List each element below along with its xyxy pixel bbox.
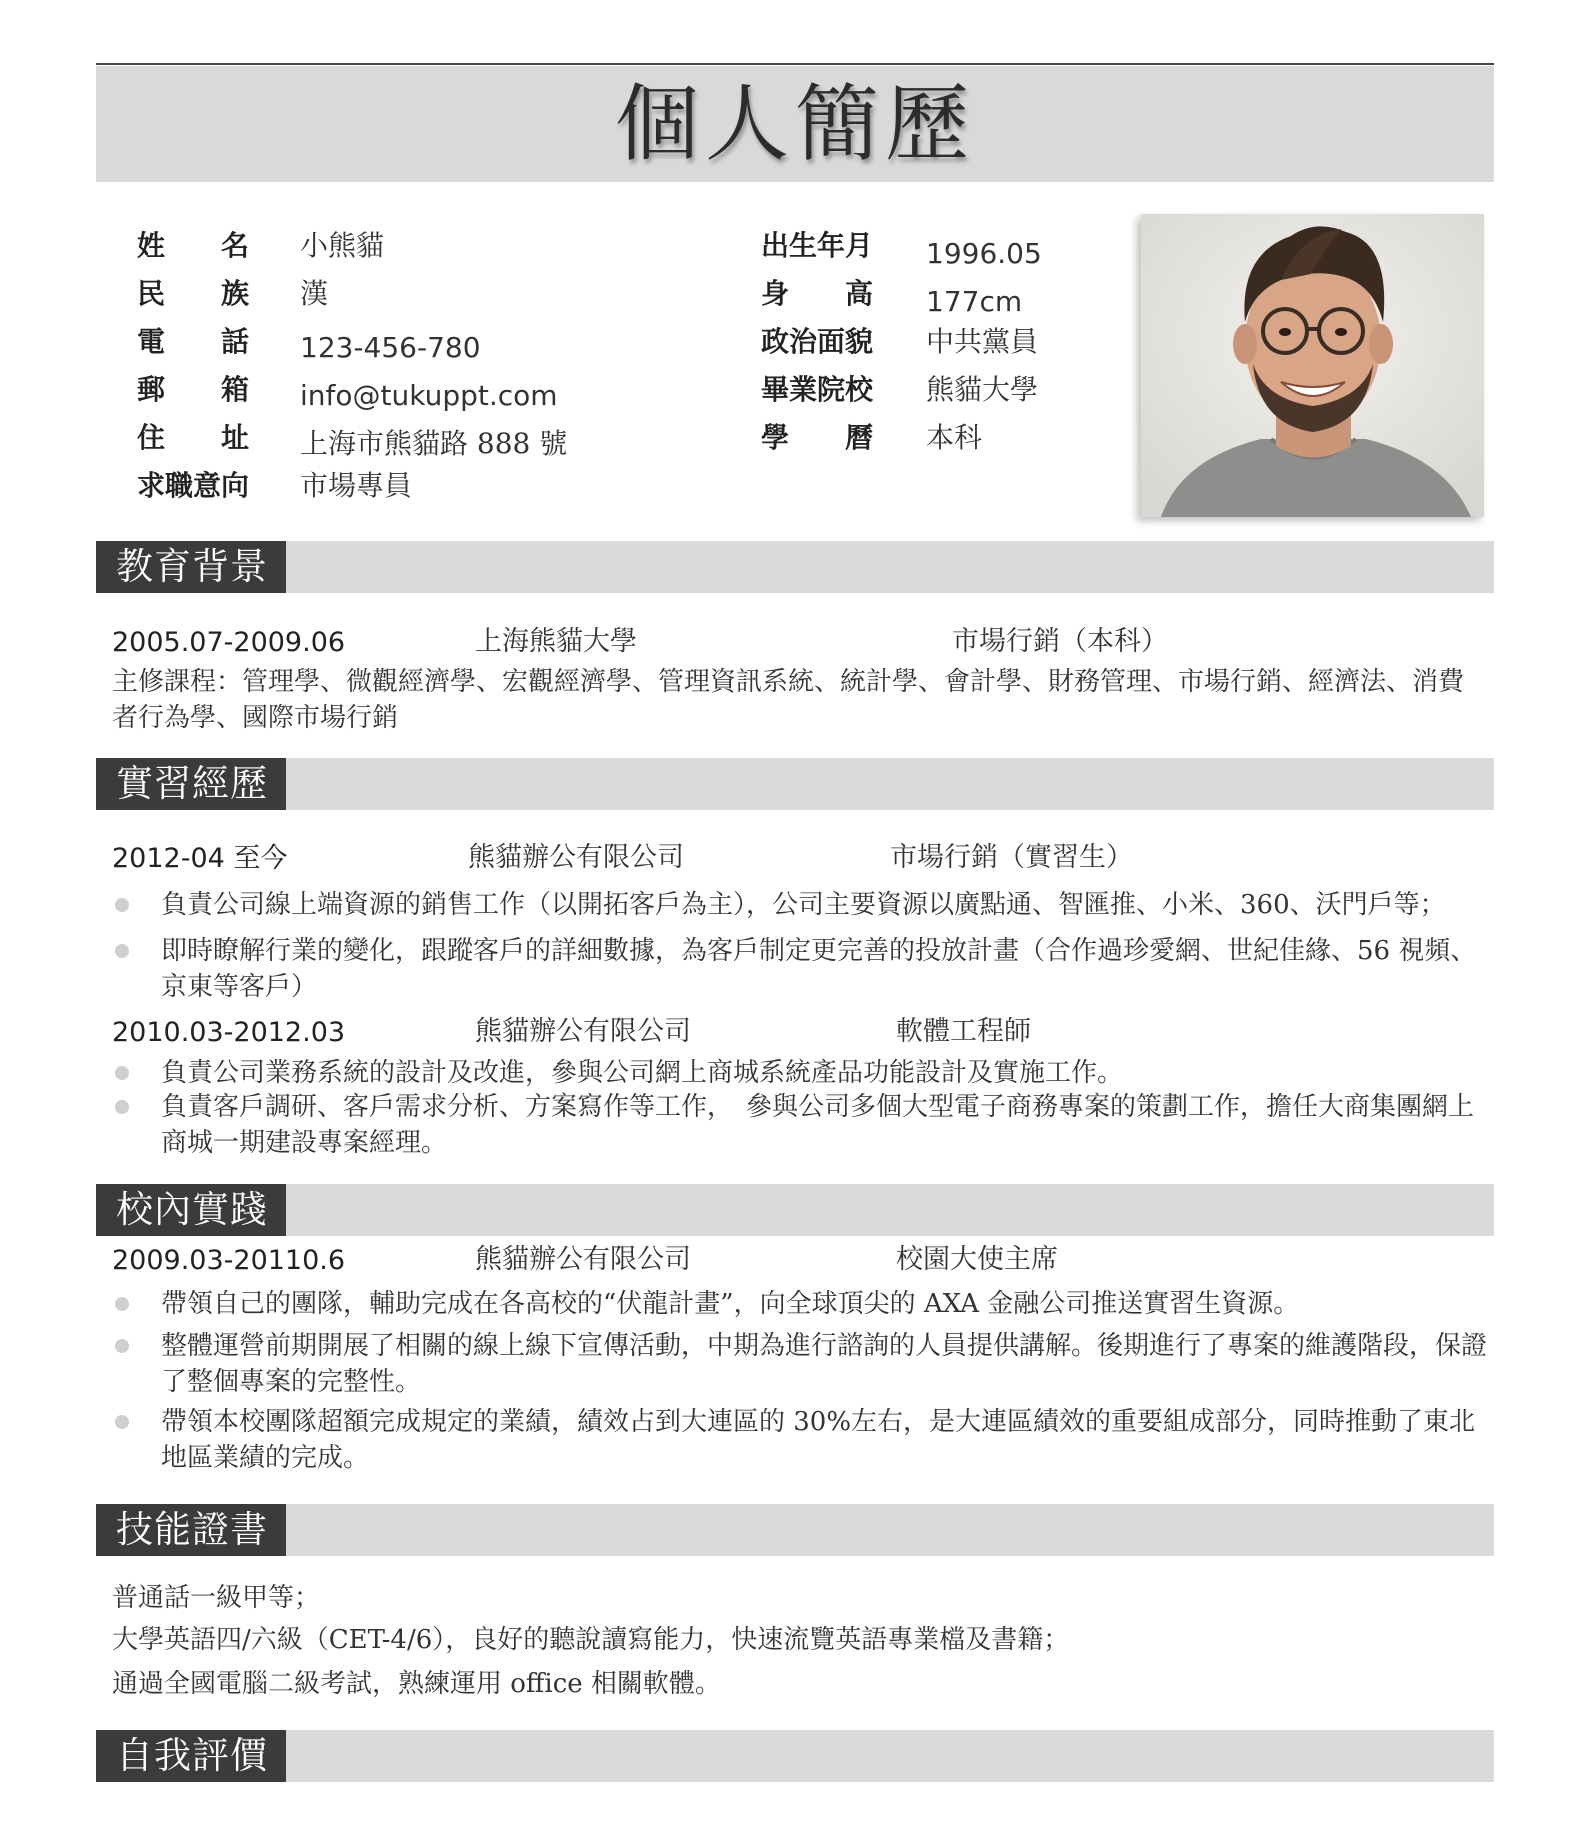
campus-company: 熊貓辦公有限公司 — [475, 1244, 691, 1275]
label-degree: 學 曆 — [761, 421, 874, 454]
edu-courses: 主修課程：管理學、微觀經濟學、宏觀經濟學、管理資訊系統、統計學、會計學、財務管理、市場行銷、經濟法、消費者行為學、國際市場行銷 — [112, 667, 1465, 733]
campus-bullet-3: 帶領本校團隊超額完成規定的業績，績效占到大連區的 30%左右，是大連區績效的重要組成部分，同時推動了東北地區業績的完成。 — [161, 1407, 1476, 1473]
section-title-campus: 校內實踐 — [96, 1184, 286, 1236]
skill-line-3: 通過全國電腦二級考試，熟練運用 office 相關軟體。 — [112, 1669, 721, 1699]
value-birth: 1996.05 — [926, 237, 1042, 270]
value-job-intention: 市場專員 — [300, 469, 413, 502]
job2-company: 熊貓辦公有限公司 — [475, 1016, 691, 1047]
bullet-dot — [115, 1297, 129, 1311]
bullet-dot — [115, 944, 129, 958]
edu-major: 市場行銷（本科） — [952, 626, 1168, 657]
label-political: 政治面貌 — [761, 325, 874, 358]
value-school: 熊貓大學 — [926, 373, 1039, 406]
job1-date: 2012-04 至今 — [112, 843, 288, 874]
skill-line-1: 普通話一級甲等； — [112, 1583, 321, 1613]
value-name: 小熊貓 — [300, 229, 385, 262]
section-title-internship: 實習經歷 — [96, 758, 286, 810]
label-email: 郵 箱 — [137, 373, 250, 406]
value-ethnicity: 漢 — [300, 277, 329, 310]
section-title-skills: 技能證書 — [96, 1504, 286, 1556]
label-school: 畢業院校 — [761, 373, 874, 406]
job1-bullet-2: 即時瞭解行業的變化，跟蹤客戶的詳細數據，為客戶制定更完善的投放計畫（合作過珍愛網、世紀佳緣、56 視頻、京東等客戶） — [161, 936, 1477, 1002]
title-banner — [96, 66, 1494, 182]
job2-bullet-2: 負責客戶調研、客戶需求分析、方案寫作等工作， 參與公司多個大型電子商務專案的策劃工作，擔任大商集團網上商城一期建設專案經理。 — [161, 1092, 1475, 1158]
edu-school: 上海熊貓大學 — [475, 626, 637, 657]
section-header-skills — [96, 1504, 1494, 1556]
bullet-dot — [115, 1339, 129, 1353]
value-degree: 本科 — [926, 421, 983, 454]
job1-role: 市場行銷（實習生） — [890, 842, 1133, 873]
campus-date: 2009.03-20110.6 — [112, 1245, 346, 1276]
value-political: 中共黨員 — [926, 325, 1039, 358]
campus-bullet-1: 帶領自己的團隊，輔助完成在各高校的“伏龍計畫”，向全球頂尖的 AXA 金融公司推送實習生資源。 — [161, 1289, 1300, 1319]
bullet-dot — [115, 898, 129, 912]
value-height: 177cm — [926, 285, 1023, 318]
label-name: 姓 名 — [137, 229, 250, 262]
value-address: 上海市熊貓路 888 號 — [300, 427, 568, 460]
job1-bullet-1: 負責公司線上端資源的銷售工作（以開拓客戶為主），公司主要資源以廣點通、智匯推、小米、360、沃門戶等； — [161, 890, 1446, 920]
page-title: 個人簡歷 — [614, 75, 975, 173]
section-title-self-eval: 自我評價 — [96, 1730, 286, 1782]
label-ethnicity: 民 族 — [137, 277, 250, 310]
label-job-intention: 求職意向 — [137, 469, 250, 502]
edu-date: 2005.07-2009.06 — [112, 627, 346, 658]
title-rule — [96, 63, 1494, 65]
label-height: 身 高 — [761, 277, 874, 310]
label-phone: 電 話 — [137, 325, 250, 358]
job2-role: 軟體工程師 — [896, 1016, 1031, 1047]
profile-photo — [1141, 214, 1484, 517]
section-title-education: 教育背景 — [96, 541, 286, 593]
bullet-dot — [115, 1100, 129, 1114]
section-header-campus — [96, 1184, 1494, 1236]
job1-company: 熊貓辦公有限公司 — [468, 842, 684, 873]
campus-role: 校園大使主席 — [896, 1244, 1058, 1275]
value-phone: 123-456-780 — [300, 331, 481, 364]
job2-bullet-1: 負責公司業務系統的設計及改進，參與公司網上商城系統產品功能設計及實施工作。 — [161, 1058, 1124, 1088]
section-header-self-eval — [96, 1730, 1494, 1782]
bullet-dot — [115, 1415, 129, 1429]
skill-line-2: 大學英語四/六級（CET-4/6），良好的聽說讀寫能力，快速流覽英語專業檔及書籍； — [112, 1625, 1070, 1655]
campus-bullet-2: 整體運營前期開展了相關的線上線下宣傳活動，中期為進行諮詢的人員提供講解。後期進行了專案的維護階段，保證了整個專案的完整性。 — [161, 1331, 1488, 1397]
bullet-dot — [115, 1066, 129, 1080]
job2-date: 2010.03-2012.03 — [112, 1017, 346, 1048]
portrait-image — [1141, 214, 1484, 517]
label-birth: 出生年月 — [761, 229, 874, 262]
section-header-internship — [96, 758, 1494, 810]
label-address: 住 址 — [137, 421, 250, 454]
section-header-education — [96, 541, 1494, 593]
value-email: info@tukuppt.com — [300, 379, 558, 412]
